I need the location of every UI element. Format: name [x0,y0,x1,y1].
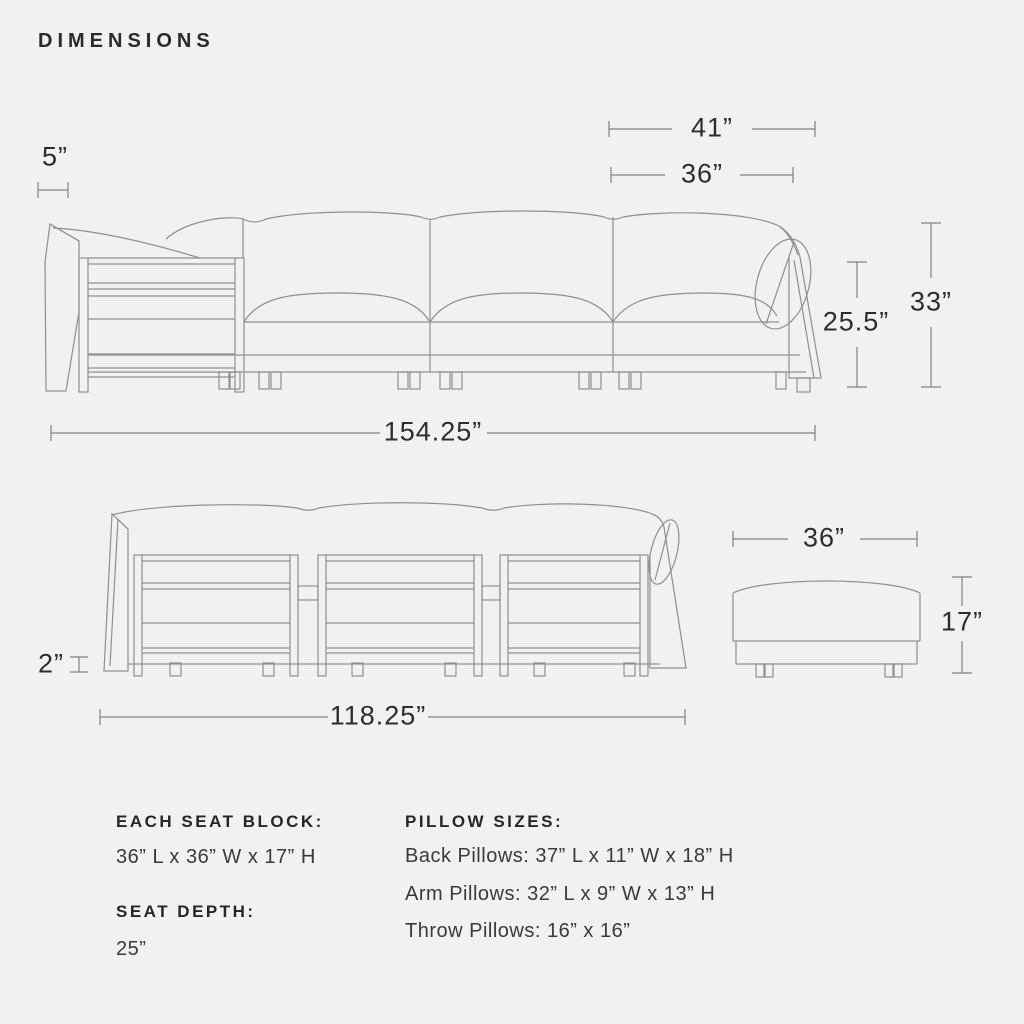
seat-depth-heading: SEAT DEPTH: [116,902,256,921]
dim-back-length-label: 118.25” [329,700,427,731]
pillow-throw-value: Throw Pillows: 16” x 16” [405,920,631,942]
seat-depth-value: 25” [116,938,147,960]
pillow-sizes-heading: PILLOW SIZES: [405,812,564,831]
dim-overall-height-label: 33” [909,286,953,317]
ottoman-drawing [733,581,920,677]
dim-module-with-arm-label: 41” [690,112,734,143]
dim-seat-back-height-label: 25.5” [822,306,890,337]
dim-arm-width-label: 5” [41,141,69,172]
page-title: DIMENSIONS [38,30,215,52]
front-view-dimension-lines [38,121,941,441]
seat-block-value: 36” L x 36” W x 17” H [116,846,316,868]
seat-block-heading: EACH SEAT BLOCK: [116,812,324,831]
dim-module-width-label: 36” [680,158,724,189]
ottoman-dimension-lines [733,531,972,673]
pillow-back-value: Back Pillows: 37” L x 11” W x 18” H [405,845,734,867]
back-view-drawing [104,503,686,676]
dim-ottoman-height-label: 17” [940,606,984,637]
dim-ottoman-width-label: 36” [802,522,846,553]
dim-ground-clearance-label: 2” [37,648,65,679]
front-view-drawing [45,211,821,392]
pillow-arm-value: Arm Pillows: 32” L x 9” W x 13” H [405,883,716,905]
dim-overall-length-label: 154.25” [383,416,483,447]
